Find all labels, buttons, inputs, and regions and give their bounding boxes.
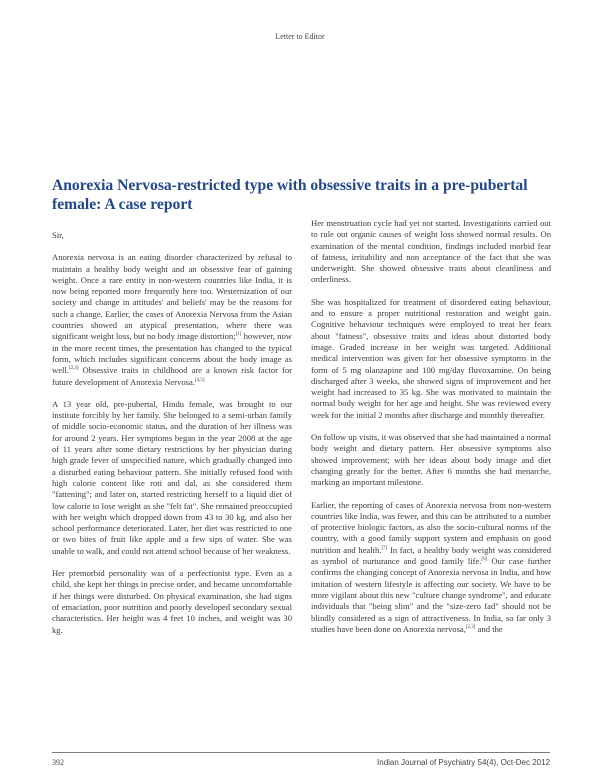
citation: [2,3] bbox=[68, 366, 79, 372]
citation: [1] bbox=[235, 332, 242, 338]
paragraph-menstruation: Her menstruation cycle had yet not started. Investigations carried out to rule out organic causes of weight loss showed normal results. On examination of the mental condition, findings included morbid fear of fatness, irritability and non acceptance of the fact that she was underweight. She showed obsessive traits about cleanliness and orderliness. bbox=[311, 218, 551, 285]
left-column bbox=[52, 230, 292, 647]
footer-rule bbox=[52, 752, 550, 753]
citation: [6] bbox=[481, 557, 488, 563]
salutation: Sir, bbox=[52, 230, 64, 240]
citation: [4,5] bbox=[194, 377, 205, 383]
paragraph-personality: Her premorbid personality was of a perfectionist type. Even as a child, she kept her things in precise order, and became uncomfortable if her things were disturbed. On physical examination, she had signs of emaciation, poor nutrition and poorly developed secondary sexual characteristics. Her height was 4 feet 10 inches, and weight was 30 kg. bbox=[52, 568, 292, 635]
paragraph-discussion: Earlier, the reporting of cases of Anorexia nervosa from non-western countries like India, was fewer, and this can be attributed to a number of protective biologic factors, as also the socio-cultural norms of the country, with a good family support system and emphasis on good nutrition and health.[7] In fact, a healthy body weight was considered as symbol of nurturance and good family life.[6] Our case further confirms the changing concept of Anorexia nervosa in India, and how imitation of western lifestyle is affecting our society. We have to be more vigilant about this new "culture change syndrome", and educate individuals that "being slim" and the "size-zero fad" should not be blindly considered as a sign of attractiveness. In India, so far only 3 studies have been done on Anorexia nervosa,[2,3] and the bbox=[311, 499, 551, 634]
right-column bbox=[311, 218, 551, 646]
citation: [2,3] bbox=[465, 624, 476, 630]
page-number: 392 bbox=[52, 758, 64, 767]
paragraph-case: A 13 year old, pre-pubertal, Hindu female, was brought to our institute forcibly by her family. She belonged to a semi-urban family of middle socio-economic status, and the duration of her illness was for around 2 years. Her symptoms began in the year 2008 at the age of 11 years after some dietary restrictions by her physician during high grade fever of unspecified nature, which gradually changed into a disturbed eating behaviour pattern. She initially refused food with high calorie content like roti and dal, as she considered them "fattening"; and later on, started restricting herself to a liquid diet of low calorie to lose weight as she "felt fat". She remained preoccupied with her weight which dropped down from 43 to 30 kg, and also her school performance deteriorated. Later, her diet was restricted to one or two bites of fruit like apple and a few sips of water. She was unable to walk, and could not attend school because of her weakness. bbox=[52, 398, 292, 556]
article-title: Anorexia Nervosa-restricted type with obsessive traits in a pre-pubertal female: A case report bbox=[52, 177, 528, 213]
journal-citation: Indian Journal of Psychiatry 54(4), Oct-Dec 2012 bbox=[377, 758, 550, 767]
paragraph-intro: Anorexia nervosa is an eating disorder characterized by refusal to maintain a healthy body weight and an obsessive fear of gaining weight. Once a rare entity in non-western countries like India, it is now being reported more frequently here too. Westernization of our society and change in attitudes' and beliefs' may be the reasons for such a change. Earlier, the cases of Anorexia Nervosa from the Asian countries showed an atypical presentation, where there was significant weight loss, but no body image distortion;[1] however, now in the more recent times, the presentation has changed to the typical form, which includes significant concerns about the body image as well.[2,3] Obsessive traits in childhood are a known risk factor for future development of Anorexia Nervosa.[4,5] bbox=[52, 252, 292, 387]
paragraph-treatment: She was hospitalized for treatment of disordered eating behaviour, and to ensure a proper nutritional restoration and weight gain. Cognitive behaviour techniques were employed to treat her fears about "fatness", obsessive traits and ideas about distorted body image. Graded increase in her weight was targeted. Additional medical intervention was given for her obsessive symptoms in the form of 5 mg olanzapine and 100 mg/day fluvoxamine. On being discharged after 3 weeks, she showed signs of improvement and her weight had increased to 35 kg. She was motivated to maintain the normal body weight for her age and height. She was reviewed every week for the initial 2 months after discharge and monthly thereafter. bbox=[311, 296, 551, 420]
paragraph-follow-up: On follow up visits, it was observed that she had maintained a normal body weight and dietary pattern. Her obsessive symptoms also showed improvement; with her ideas about body image and diet changing greatly for the better. After 6 months she had menarche, marking an important milestone. bbox=[311, 432, 551, 488]
citation: [7] bbox=[381, 545, 388, 551]
running-head: Letter to Editor bbox=[275, 32, 325, 41]
